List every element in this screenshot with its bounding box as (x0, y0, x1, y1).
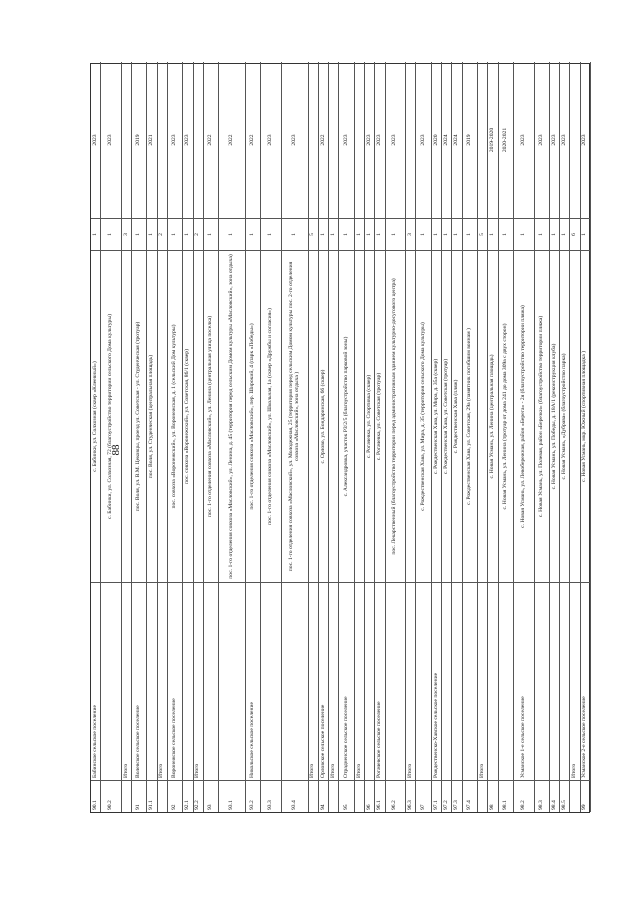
cell-count: 1 (442, 218, 451, 250)
cell-count: 1 (452, 218, 461, 250)
cell-count: 1 (488, 218, 497, 250)
cell-object: с. Рождественская Хава, ул. Мира, д. 35 (территория сельского Дома культуры) (416, 250, 430, 582)
cell-count: 1 (319, 218, 328, 250)
cell-num: 92.1 (183, 780, 192, 812)
cell-settlement (386, 582, 406, 780)
cell-count: 1 (204, 218, 218, 250)
cell-object (478, 250, 487, 582)
cell-object: с. Новая Усмань, «Дубрава» (благоустройство парка) (560, 250, 569, 582)
cell-count: 1 (514, 218, 534, 250)
cell-num: 97.1 (432, 780, 441, 812)
cell-year (194, 62, 203, 218)
cell-num: 91.1 (147, 780, 156, 812)
cell-year: 2023 (365, 134, 372, 146)
cell-object (194, 250, 203, 582)
table-row (514, 62, 535, 812)
cell-settlement: Бабинское сельское поселение (91, 582, 100, 780)
cell-settlement (282, 582, 308, 780)
cell-num: 98.2 (514, 780, 534, 812)
cell-object (309, 250, 318, 582)
cell-settlement (488, 582, 497, 780)
table-row (122, 62, 132, 812)
cell-object: с. Новая Усмань, ул. Ленина (тротуар от дома 241 до дома 309а с двух сторон) (499, 250, 513, 582)
table-row (329, 62, 339, 812)
cell-object: пос. Воля, ул. Студенческая (центральная площадь) (147, 250, 156, 582)
cell-object (570, 250, 579, 582)
cell-object (122, 250, 131, 582)
cell-count: 1 (219, 218, 245, 250)
cell-settlement (147, 582, 156, 780)
cell-num: 92.2 (194, 780, 203, 812)
cell-settlement: Итого (122, 582, 131, 780)
cell-object: пос. 1-го отделения совхоза «Масловский», ул. Школьная, 1а (сквер «Дружбы и согласия») (261, 250, 281, 582)
cell-count: 1 (132, 218, 146, 250)
cell-settlement (442, 582, 451, 780)
cell-num (329, 780, 338, 812)
cell-num: 96 (365, 780, 374, 812)
table-row (101, 62, 122, 812)
cell-object: с. Рогачевка, ул. Советская (тротуар) (375, 250, 384, 582)
cell-num (309, 780, 318, 812)
cell-settlement: Итого (478, 582, 487, 780)
cell-year: 2023 (342, 134, 349, 146)
cell-count: 1 (535, 218, 549, 250)
cell-year (329, 62, 338, 218)
cell-count: 3 (406, 218, 415, 250)
cell-object: с. Рождественская Хава, ул. Мира, д. 35а (сквер) (432, 250, 441, 582)
table-row (386, 62, 407, 812)
cell-count: 1 (416, 218, 430, 250)
cell-object (329, 250, 338, 582)
table-row (194, 62, 204, 812)
cell-settlement (452, 582, 461, 780)
cell-count: 1 (91, 218, 100, 250)
table-row (309, 62, 319, 812)
cell-count: 2 (158, 218, 167, 250)
cell-num: 98.1 (499, 780, 513, 812)
cell-year (309, 62, 318, 218)
cell-year: 2023 (107, 134, 114, 146)
cell-count: 1 (432, 218, 441, 250)
page-number: 88 (110, 444, 122, 456)
table-row (488, 62, 498, 812)
cell-settlement (550, 582, 559, 780)
cell-settlement: Усманское 1-е сельское поселение (514, 582, 534, 780)
cell-settlement (560, 582, 569, 780)
cell-year (122, 62, 131, 218)
cell-count: 1 (183, 218, 192, 250)
cell-count: 5 (309, 218, 318, 250)
cell-num: 91 (132, 780, 146, 812)
cell-object: с. Александровка, участок РЗ/2/5 (благоустройство парковой зоны) (339, 250, 353, 582)
cell-count: 1 (246, 218, 260, 250)
cell-count: 5 (478, 218, 487, 250)
cell-year: 2023 (419, 134, 426, 146)
cell-year (570, 62, 579, 218)
cell-object: пос. Воля, ул. В.М. Цековцы, проезд ул. Советская - ул. Студенческая (тротуар) (132, 250, 146, 582)
table-row (463, 62, 478, 812)
cell-settlement: Итого (355, 582, 364, 780)
cell-year: 2023 (376, 134, 383, 146)
cell-num: 98.4 (550, 780, 559, 812)
cell-num (158, 780, 167, 812)
cell-object: с. Рождественская Хава, ул. Советская (тротуар) (442, 250, 451, 582)
cell-num: 92 (168, 780, 182, 812)
cell-settlement (365, 582, 374, 780)
cell-settlement (463, 582, 477, 780)
cell-year: 2019 (135, 134, 142, 146)
cell-settlement: Усманское 2-е сельское поселение (581, 582, 590, 780)
cell-count: 2 (194, 218, 203, 250)
cell-num: 93.3 (261, 780, 281, 812)
table-row (375, 62, 385, 812)
table-row (132, 62, 147, 812)
table-row (570, 62, 580, 812)
cell-num: 95 (339, 780, 353, 812)
cell-object: с. Рогачевка, ул. Спортивка (сквер) (365, 250, 374, 582)
cell-year: 2023 (290, 134, 297, 146)
table-row (355, 62, 365, 812)
cell-object: с. Новая Усмань, ул. Полевая, район «Березки» (благоустройство территории пляжа) (535, 250, 549, 582)
table-row (282, 62, 309, 812)
cell-year (158, 62, 167, 218)
cell-num: 94 (319, 780, 328, 812)
table-row (219, 62, 246, 812)
cell-num: 96.2 (386, 780, 406, 812)
cell-count: 1 (147, 218, 156, 250)
cell-num: 93 (204, 780, 218, 812)
cell-object (158, 250, 167, 582)
cell-year: 2023 (91, 134, 98, 146)
table-row (339, 62, 354, 812)
cell-settlement: Отрадненское сельское поселение (339, 582, 353, 780)
cell-settlement: Итого (309, 582, 318, 780)
table-row (550, 62, 560, 812)
cell-num: 90.2 (101, 780, 121, 812)
cell-object: с. Орлово, ул. Бондаринская, 66 (сквер) (319, 250, 328, 582)
cell-object (355, 250, 364, 582)
cell-num (478, 780, 487, 812)
cell-settlement: Рогачевское сельское поселение (375, 582, 384, 780)
table-row (581, 62, 591, 812)
cell-settlement: Итого (570, 582, 579, 780)
cell-year: 2020 (432, 134, 439, 146)
cell-year: 2023 (550, 134, 557, 146)
table-row (406, 62, 416, 812)
cell-year: 2021 (148, 134, 155, 146)
cell-object: пос. 1-го отделения совхоза «Масловский», ул. Ленина, д. 45 (территория перед сельским Домом культуры «Масловский», зона отдыха) (219, 250, 245, 582)
cell-year (478, 62, 487, 218)
cell-year: 2022 (228, 134, 235, 146)
table-row (183, 62, 193, 812)
table-row (478, 62, 488, 812)
cell-settlement (261, 582, 281, 780)
cell-settlement: Волевское сельское поселение (132, 582, 146, 780)
table-row (535, 62, 550, 812)
cell-settlement (101, 582, 121, 780)
cell-num: 96.3 (406, 780, 415, 812)
cell-num: 93.2 (246, 780, 260, 812)
cell-num: 97.2 (442, 780, 451, 812)
cell-settlement: Воронежское сельское поселение (168, 582, 182, 780)
table-row (91, 62, 101, 812)
cell-count: 1 (375, 218, 384, 250)
cell-object: пос. совхоза «Воронежский», ул. Советская, 86/1 (сквер) (183, 250, 192, 582)
cell-year (406, 62, 415, 218)
cell-year: 2022 (207, 134, 214, 146)
cell-object: с. Рождественская Хава, ул. Советская, 29а (памятник погибшим воинам ) (463, 250, 477, 582)
table-row (432, 62, 442, 812)
cell-settlement: Итого (406, 582, 415, 780)
cell-count: 1 (463, 218, 477, 250)
cell-settlement (219, 582, 245, 780)
cell-object: пос. 1-го отделения совхоза «Масловский», ул. Молодежная, 25 (территория перед сельским Домом культуры пос. 2-го отделения совхоза «Масловский», зона отдыха ) (282, 250, 308, 582)
cell-num (570, 780, 579, 812)
cell-num: 93.1 (219, 780, 245, 812)
table-row (246, 62, 261, 812)
cell-count: 1 (339, 218, 353, 250)
cell-object: пос. совхоза «Воронежский», ул. Воронежская, д. 1 (сельский Дом культуры) (168, 250, 182, 582)
table-row (319, 62, 329, 812)
cell-count: 6 (570, 218, 579, 250)
cell-year: 2023 (184, 134, 191, 146)
cell-num (122, 780, 131, 812)
cell-count: 1 (581, 218, 590, 250)
cell-count: 1 (329, 218, 338, 250)
cell-year (355, 62, 364, 218)
cell-settlement: Итого (194, 582, 203, 780)
table-row (261, 62, 282, 812)
table-row (560, 62, 570, 812)
data-table (90, 63, 590, 813)
cell-year: 2020-2021 (501, 127, 508, 153)
cell-count: 1 (101, 218, 121, 250)
cell-object: с. Новая Усмань, ул. Победы, д. 18А/1 (реконструкция клуба) (550, 250, 559, 582)
cell-year: 2023 (560, 134, 567, 146)
cell-num: 98.3 (535, 780, 549, 812)
cell-object: с. Новая Усмань, ул. Ленина (центральная площадь) (488, 250, 497, 582)
cell-object: с. Рождественская Хава (пляж) (452, 250, 461, 582)
cell-settlement (499, 582, 513, 780)
table-row (147, 62, 157, 812)
cell-year: 2024 (442, 134, 449, 146)
cell-settlement: Никольское сельское поселение (246, 582, 260, 780)
cell-count: 1 (365, 218, 374, 250)
table-row (204, 62, 219, 812)
cell-count: 1 (550, 218, 559, 250)
cell-year: 2023 (171, 134, 178, 146)
cell-settlement (183, 582, 192, 780)
cell-count: 3 (122, 218, 131, 250)
cell-num: 96.1 (375, 780, 384, 812)
cell-settlement: Итого (158, 582, 167, 780)
cell-year: 2024 (453, 134, 460, 146)
cell-settlement: Итого (329, 582, 338, 780)
cell-num: 90.1 (91, 780, 100, 812)
cell-year: 2023 (267, 134, 274, 146)
cell-count: 1 (261, 218, 281, 250)
cell-object: пос. Лекарственный (благоустройство территории перед административным зданием культурно-досугового центра) (386, 250, 406, 582)
cell-year: 2022 (319, 134, 326, 146)
cell-count: 1 (355, 218, 364, 250)
cell-settlement (416, 582, 430, 780)
cell-settlement: Орловское сельское поселение (319, 582, 328, 780)
cell-year: 2023 (537, 134, 544, 146)
cell-count: 1 (499, 218, 513, 250)
table-row (442, 62, 452, 812)
cell-object: с. Бабинки, ул. Солхозная (сквер «Клеевный») (91, 250, 100, 582)
cell-num: 97.3 (452, 780, 461, 812)
cell-num (355, 780, 364, 812)
cell-num: 93.4 (282, 780, 308, 812)
cell-year: 2022 (249, 134, 256, 146)
cell-year: 2019 (465, 134, 472, 146)
cell-count: 1 (282, 218, 308, 250)
table-row (416, 62, 431, 812)
cell-year: 2019-2020 (489, 127, 496, 153)
cell-object: с. Новая Усмань, ул. Левобережная, район «Берега» - 2я (благоустройство территории пляжа) (514, 250, 534, 582)
cell-count: 1 (168, 218, 182, 250)
cell-num: 98 (488, 780, 497, 812)
table-row (365, 62, 375, 812)
cell-settlement (535, 582, 549, 780)
cell-object: пос. 1-го отделения совхоза «Масловский», пер. Широкий, 4 (парк «Победы») (246, 250, 260, 582)
cell-object: с. Бабинки, ул. Солхозная, 72 (благоустройство территории сельского Дома культуры) (101, 250, 121, 582)
cell-num: 98.5 (560, 780, 569, 812)
cell-settlement (204, 582, 218, 780)
table-row (452, 62, 462, 812)
cell-object: пос. 1-го отделения совхоза «Масловский», ул. Ленина (центральная улица поселка) (204, 250, 218, 582)
cell-num: 97.4 (463, 780, 477, 812)
cell-object (406, 250, 415, 582)
cell-year: 2023 (391, 134, 398, 146)
cell-year: 2023 (581, 134, 588, 146)
cell-settlement: Рождественско-Хавское сельское поселение (432, 582, 441, 780)
cell-num: 99 (581, 780, 590, 812)
table-row (168, 62, 183, 812)
table-row (499, 62, 514, 812)
table-row (158, 62, 168, 812)
cell-num: 97 (416, 780, 430, 812)
cell-object: с. Новая Усмань, мкр. Южный (спортивная площадка ) (581, 250, 590, 582)
cell-count: 1 (560, 218, 569, 250)
cell-count: 1 (386, 218, 406, 250)
cell-year: 2023 (519, 134, 526, 146)
